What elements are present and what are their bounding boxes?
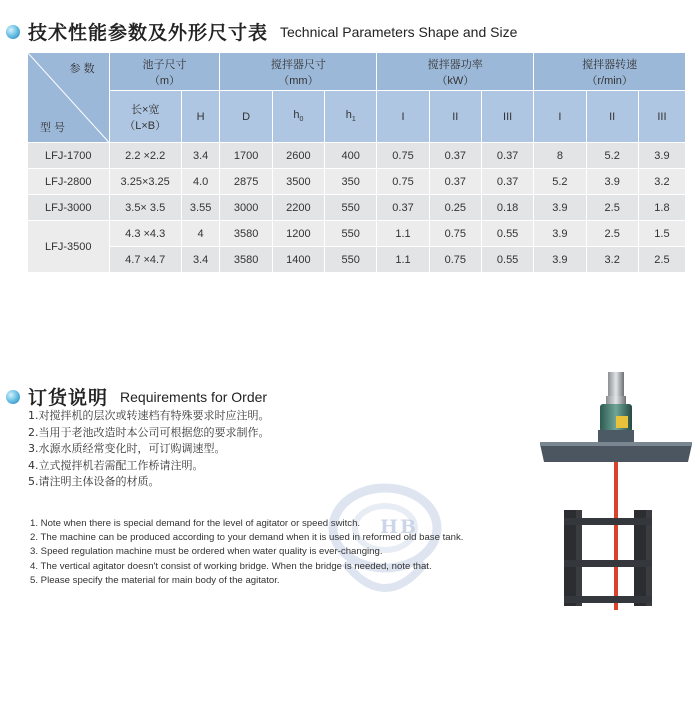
vertical-agitator-image	[536, 370, 696, 610]
header-tank-size	[109, 53, 220, 91]
cell-lxb: 4.7 ×4.7	[109, 247, 181, 273]
subheader-h1-sub: 1	[351, 116, 356, 124]
cell-power-i: 1.1	[377, 221, 429, 247]
header-agitator-size-cn: 搅拌器尺寸	[270, 58, 326, 71]
subheader-h0-base: h	[293, 109, 300, 122]
section-order-requirements-heading	[6, 383, 267, 410]
cell-h1: 550	[325, 195, 377, 221]
cell-h: 3.55	[181, 195, 220, 221]
cell-d: 2875	[220, 169, 272, 195]
note-en-item: 5. Please specify the material for main body of the agitator.	[30, 574, 280, 586]
subheader-power-iii: III	[481, 91, 533, 143]
cell-power-i: 0.37	[377, 195, 429, 221]
cell-speed-i: 3.9	[534, 247, 586, 273]
subheader-speed-iii: III	[638, 91, 685, 143]
header-agitator-speed-cn: 搅拌器转速	[582, 58, 638, 71]
cell-d: 3580	[220, 247, 272, 273]
subheader-lxb-en: （L×B）	[124, 119, 167, 132]
cell-power-i: 0.75	[377, 143, 429, 169]
cell-lxb: 2.2 ×2.2	[109, 143, 181, 169]
cell-model: LFJ-2800	[28, 169, 110, 195]
table-row	[28, 247, 686, 273]
note-en-item: 1. Note when there is special demand for the level of agitator or speed switch.	[30, 518, 361, 529]
cell-speed-ii: 3.9	[586, 169, 638, 195]
header-agitator-size-unit: （mm）	[278, 74, 319, 87]
cell-speed-iii: 2.5	[638, 247, 685, 273]
subheader-lxb	[109, 91, 181, 143]
cell-speed-ii: 3.2	[586, 247, 638, 273]
cell-h1: 550	[325, 221, 377, 247]
section-title-cn: 订货说明	[28, 387, 109, 409]
section-title-en: Requirements for Order	[120, 388, 268, 405]
cell-power-i: 0.75	[377, 169, 429, 195]
subheader-h0	[272, 91, 324, 143]
subheader-h0-sub: 0	[299, 116, 304, 124]
cell-d: 1700	[220, 143, 272, 169]
header-agitator-size	[220, 53, 377, 91]
section-title-cn: 技术性能参数及外形尺寸表	[28, 22, 269, 44]
cell-speed-i: 3.9	[534, 195, 586, 221]
header-agitator-power-cn: 搅拌器功率	[427, 58, 483, 71]
watermark-text: HB	[380, 516, 419, 538]
cell-speed-ii: 5.2	[586, 143, 638, 169]
bullet-icon	[6, 25, 20, 39]
subheader-speed-i: I	[534, 91, 586, 143]
cell-power-iii: 0.55	[481, 221, 533, 247]
note-cn-item: 4.立式搅拌机若需配工作桥请注明。	[28, 458, 204, 472]
cell-h0: 2600	[272, 143, 324, 169]
cell-h0: 3500	[272, 169, 324, 195]
cell-h: 4.0	[181, 169, 220, 195]
cell-model: LFJ-3000	[28, 195, 110, 221]
cell-h: 4	[181, 221, 220, 247]
note-en-item: 4. The vertical agitator doesn't consist of working bridge. When the bridge is needed, note that.	[30, 560, 432, 572]
parameters-table	[27, 52, 686, 273]
table-row	[28, 143, 686, 169]
table-row	[28, 169, 686, 195]
header-tank-size-unit: （m）	[148, 74, 181, 87]
subheader-h1-base: h	[345, 109, 352, 122]
cell-power-iii: 0.37	[481, 169, 533, 195]
cell-h0: 1200	[272, 221, 324, 247]
cell-power-ii: 0.75	[429, 221, 481, 247]
cell-power-iii: 0.37	[481, 143, 533, 169]
subheader-h1	[325, 91, 377, 143]
cell-h: 3.4	[181, 247, 220, 273]
cell-speed-iii: 1.8	[638, 195, 685, 221]
cell-speed-iii: 1.5	[638, 221, 685, 247]
cell-speed-ii: 2.5	[586, 221, 638, 247]
subheader-lxb-cn: 长×宽	[130, 103, 160, 116]
note-cn-item: 1.对搅拌机的层次或转速档有特殊要求时应注明。	[28, 409, 270, 422]
header-tank-size-cn: 池子尺寸	[142, 58, 187, 71]
table-row	[28, 221, 686, 247]
cell-lxb: 3.25×3.25	[109, 169, 181, 195]
cell-power-iii: 0.55	[481, 247, 533, 273]
note-cn-item: 3.水源水质经常变化时，可订购调速型。	[28, 442, 226, 455]
note-cn-item: 5.请注明主体设备的材质。	[28, 475, 160, 488]
cell-h1: 350	[325, 169, 377, 195]
cell-power-ii: 0.37	[429, 143, 481, 169]
order-notes-en	[30, 517, 463, 588]
cell-speed-i: 8	[534, 143, 586, 169]
header-agitator-speed	[534, 53, 686, 91]
cell-model: LFJ-3500	[28, 221, 110, 273]
subheader-power-i: I	[377, 91, 429, 143]
subheader-d: D	[220, 91, 272, 143]
cell-h1: 550	[325, 247, 377, 273]
table-row	[28, 195, 686, 221]
cell-d: 3580	[220, 221, 272, 247]
subheader-power-ii: II	[429, 91, 481, 143]
cell-h0: 1400	[272, 247, 324, 273]
cell-speed-i: 3.9	[534, 221, 586, 247]
subheader-speed-ii: II	[586, 91, 638, 143]
header-agitator-speed-unit: （r/min）	[586, 74, 633, 87]
cell-speed-iii: 3.9	[638, 143, 685, 169]
subheader-h: H	[181, 91, 220, 143]
header-agitator-power	[377, 53, 534, 91]
cell-speed-ii: 2.5	[586, 195, 638, 221]
cell-power-ii: 0.37	[429, 169, 481, 195]
cell-power-i: 1.1	[377, 247, 429, 273]
cell-power-ii: 0.75	[429, 247, 481, 273]
section-technical-parameters-heading	[6, 18, 517, 45]
cell-speed-i: 5.2	[534, 169, 586, 195]
note-en-item: 3. Speed regulation machine must be ordered when water quality is ever-changing.	[30, 546, 383, 558]
bullet-icon	[6, 390, 20, 404]
cell-lxb: 3.5× 3.5	[109, 195, 181, 221]
cell-power-ii: 0.25	[429, 195, 481, 221]
section-title-en: Technical Parameters Shape and Size	[280, 23, 518, 40]
cell-h1: 400	[325, 143, 377, 169]
corner-model-label: 型 号	[40, 122, 66, 134]
cell-model: LFJ-1700	[28, 143, 110, 169]
cell-speed-iii: 3.2	[638, 169, 685, 195]
corner-param-label: 参 数	[69, 63, 95, 75]
cell-power-iii: 0.18	[481, 195, 533, 221]
cell-h: 3.4	[181, 143, 220, 169]
cell-h0: 2200	[272, 195, 324, 221]
table-corner-cell	[28, 53, 110, 143]
note-cn-item: 2.当用于老池改造时本公司可根据您的要求制作。	[28, 425, 270, 439]
note-en-item: 2. The machine can be produced according to your demand when it is used in reformed old base tank.	[30, 532, 464, 544]
order-notes-cn	[28, 408, 270, 491]
cell-d: 3000	[220, 195, 272, 221]
cell-lxb: 4.3 ×4.3	[109, 221, 181, 247]
header-agitator-power-unit: （kW）	[436, 74, 475, 87]
